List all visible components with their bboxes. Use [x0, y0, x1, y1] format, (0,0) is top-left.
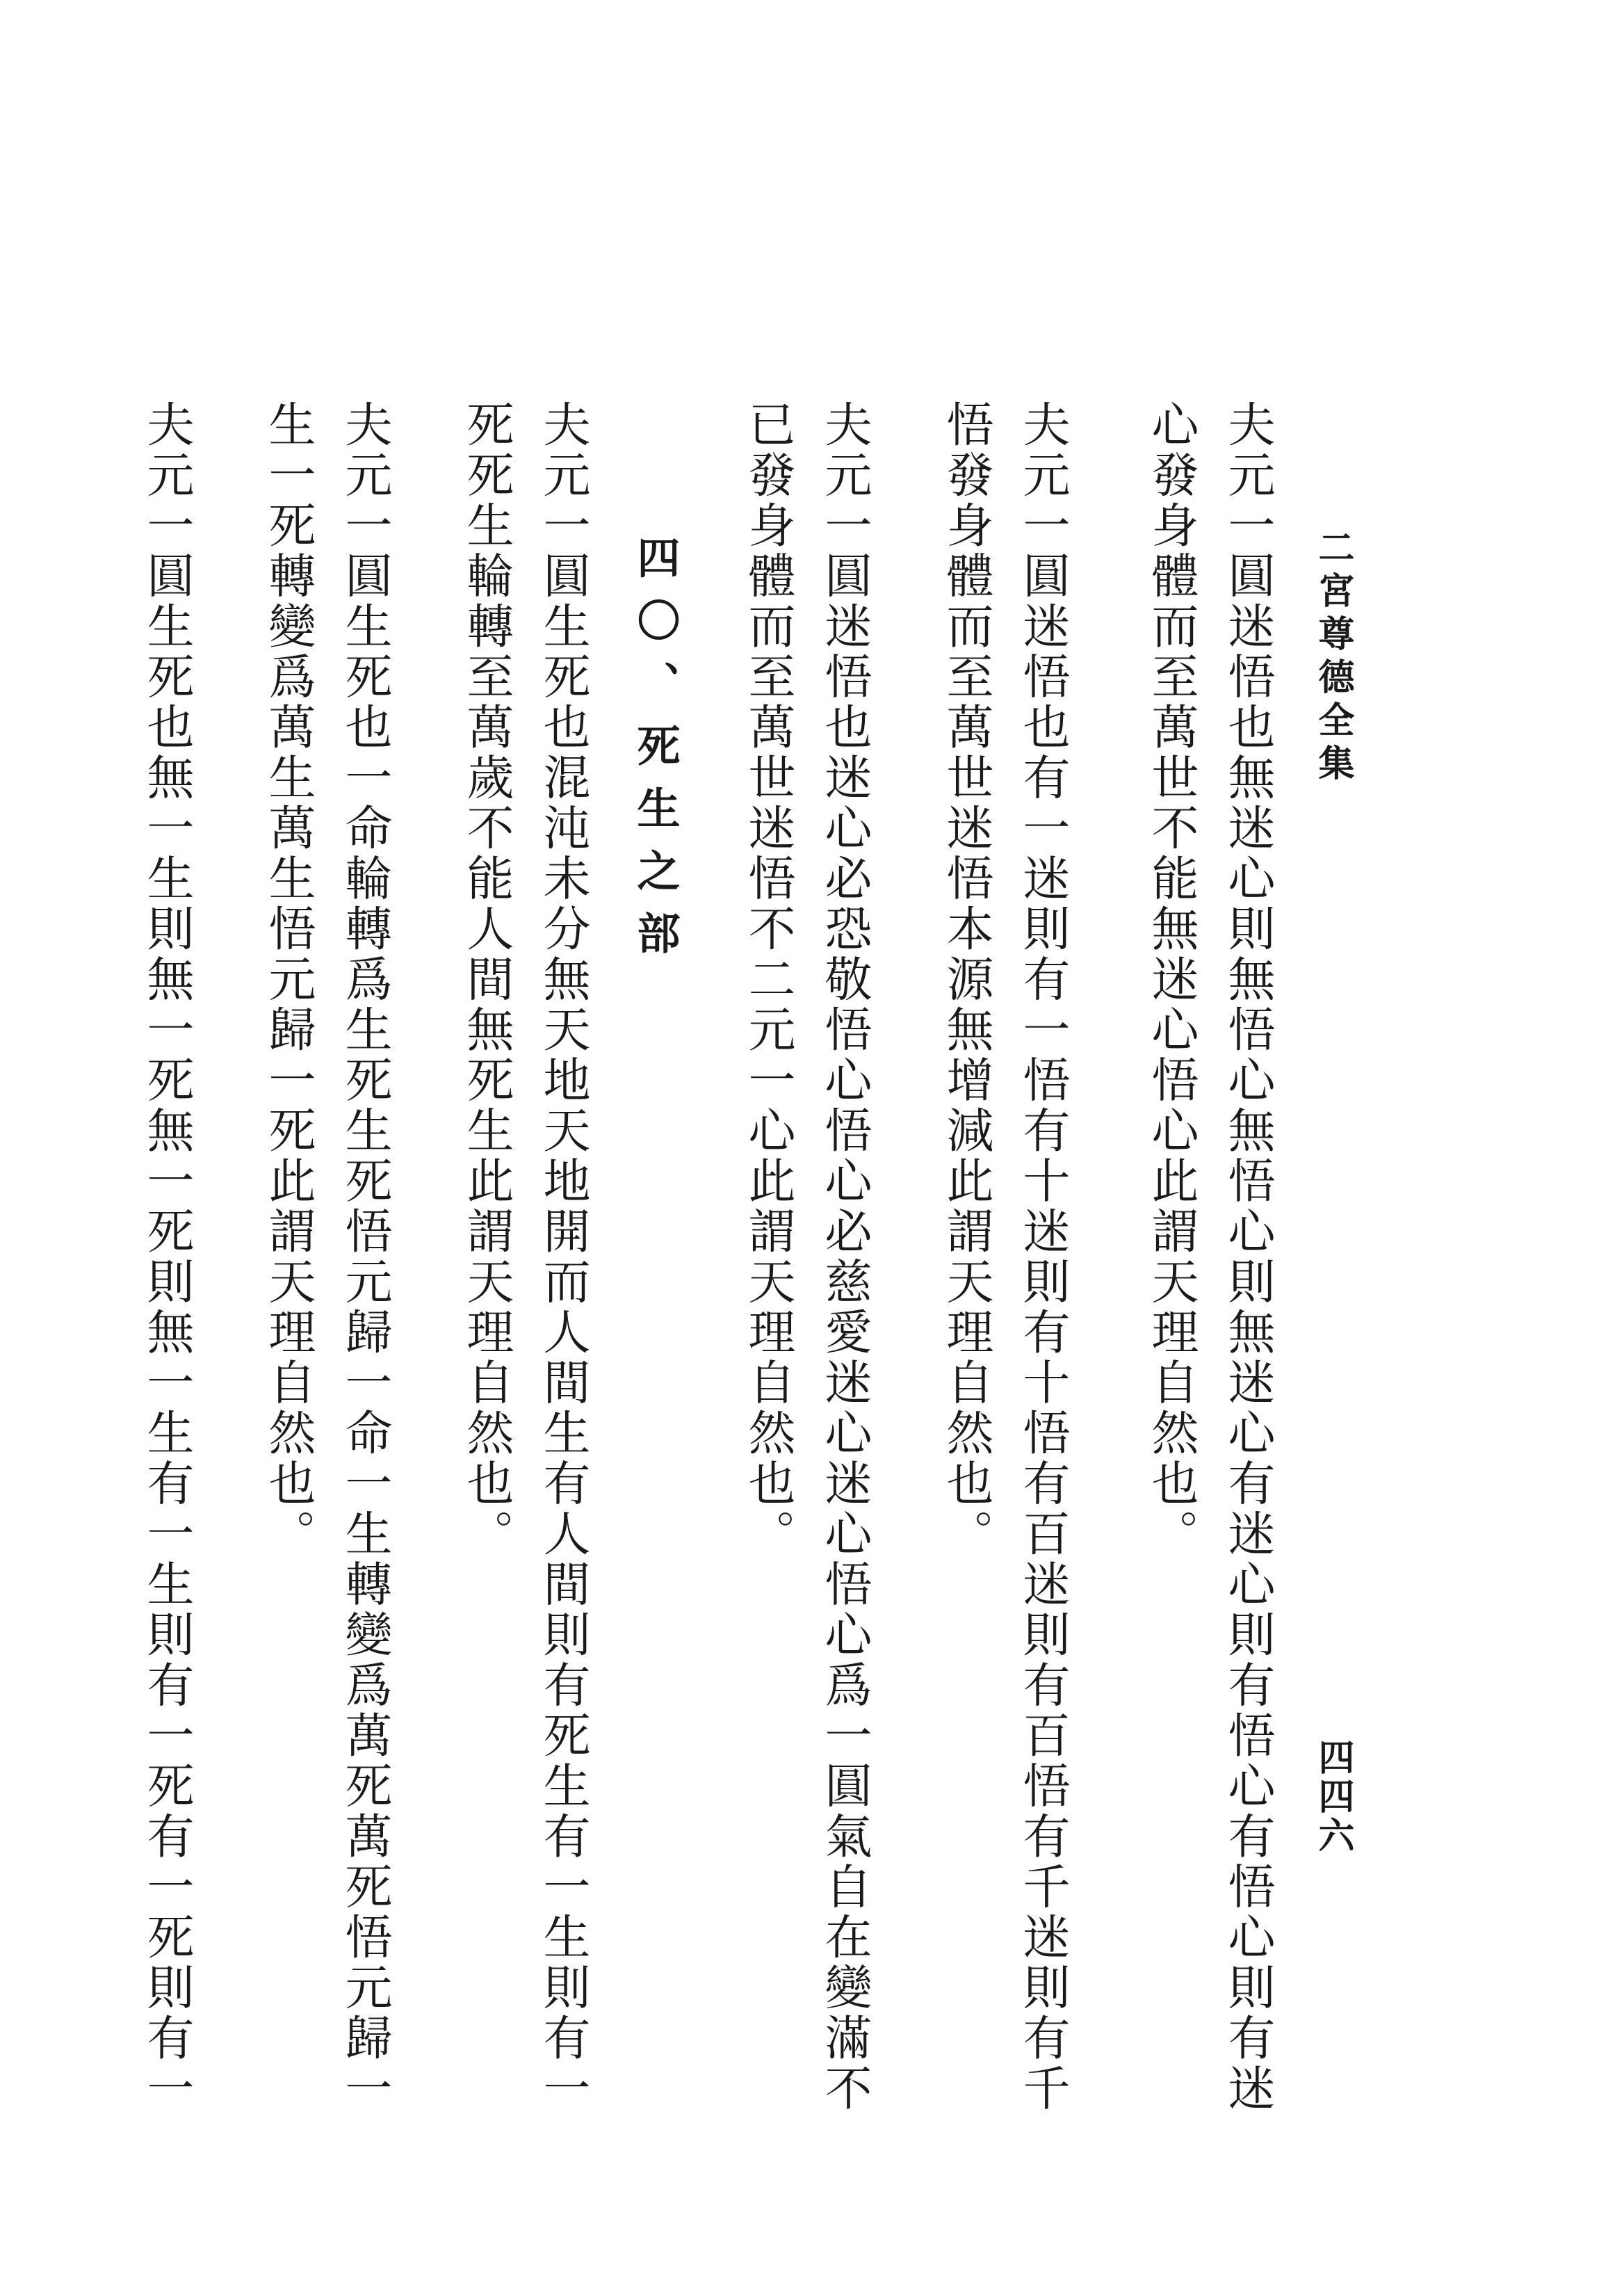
- text-column-2: 心發身體而至萬世不能無迷心悟心此謂天理自然也。: [1144, 400, 1199, 1560]
- text-column-11: 夫元一圓生死也無一生則無一死無一死則無一生有一生則有一死有一死則有一: [139, 400, 194, 2114]
- text-column-8: 死死生輪轉至萬歲不能人間無死生此謂天理自然也。: [459, 400, 514, 1560]
- text-column-4: 悟發身體而至萬世迷悟本源無增減此謂天理自然也。: [939, 400, 993, 1560]
- page-number: 四四六: [1312, 1738, 1354, 1855]
- book-title: 二宮尊德全集: [1312, 528, 1354, 787]
- text-column-9: 夫元一圓生死也一命輪轉爲生死生死悟元歸一命一生轉變爲萬死萬死悟元歸一: [337, 400, 392, 2114]
- text-column-10: 生一死轉變爲萬生萬生悟元歸一死此謂天理自然也。: [261, 400, 316, 1560]
- text-column-6: 已發身體而至萬世迷悟不二元一心此謂天理自然也。: [740, 400, 795, 1560]
- text-column-5: 夫元一圓迷悟也迷心必恐敬悟心悟心必慈愛迷心迷心悟心爲一圓氣自在變滿不: [817, 400, 872, 2114]
- text-column-7: 夫元一圓生死也混沌未分無天地天地開而人間生有人間則有死生有一生則有一: [535, 400, 590, 2114]
- section-heading: 四〇、死生之部: [630, 535, 681, 974]
- text-column-3: 夫元一圓迷悟也有一迷則有一悟有十迷則有十悟有百迷則有百悟有千迷則有千: [1015, 400, 1070, 2114]
- text-column-1: 夫元一圓迷悟也無迷心則無悟心無悟心則無迷心有迷心則有悟心有悟心則有迷: [1220, 400, 1275, 2114]
